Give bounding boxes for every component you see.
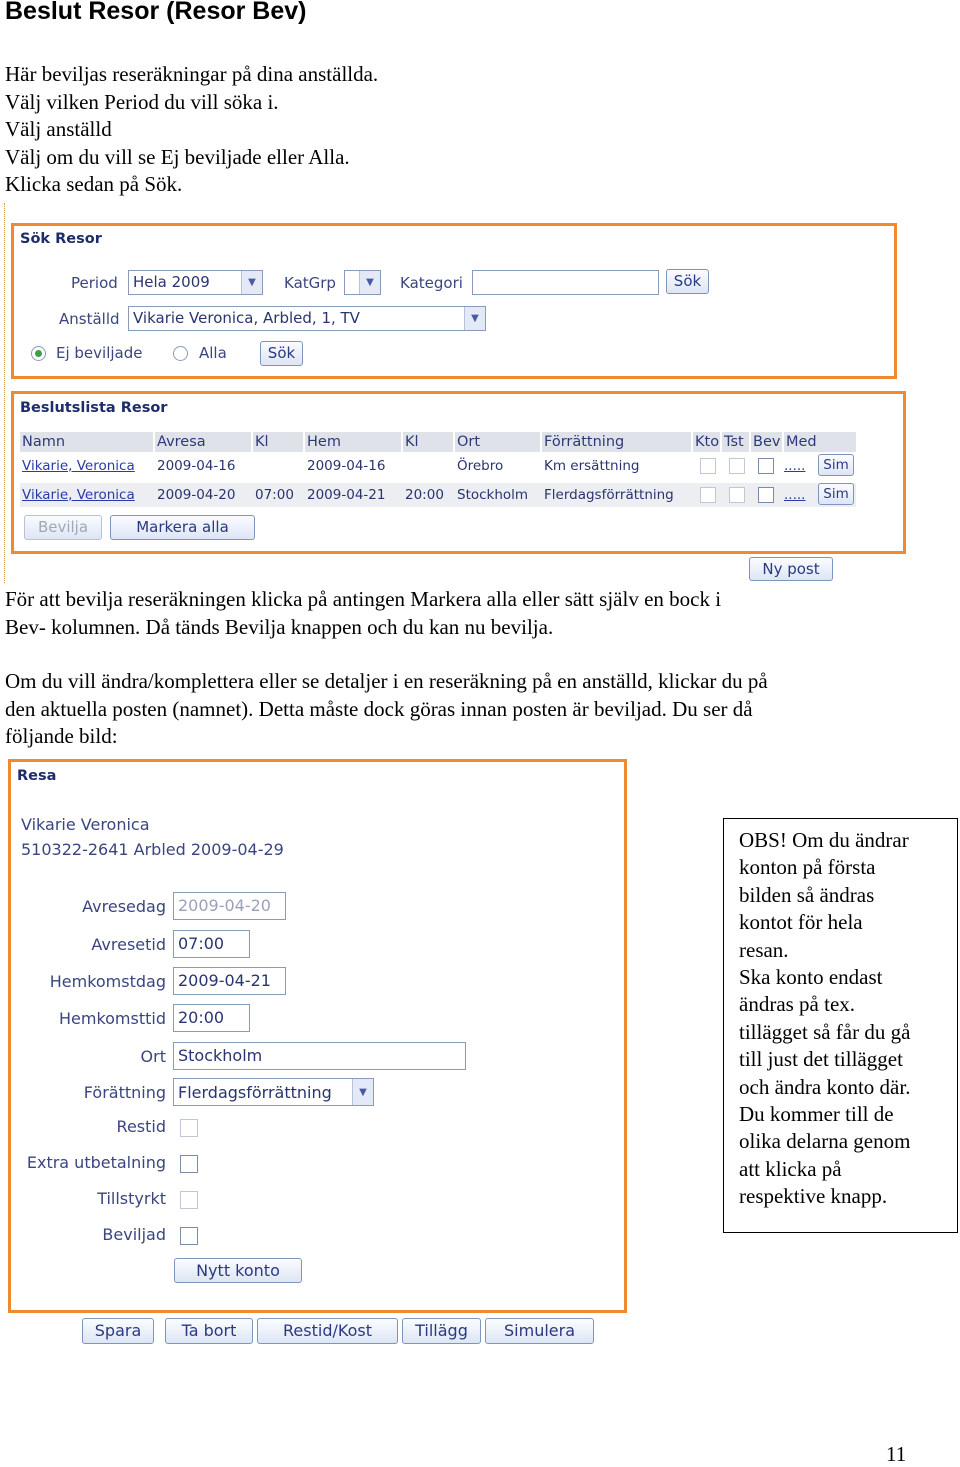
- radio-alla-label: Alla: [199, 344, 227, 362]
- column-header: Hem: [305, 432, 401, 452]
- search-panel: [11, 223, 897, 379]
- bev-checkbox[interactable]: [758, 458, 774, 474]
- forattning-value: Flerdagsförrättning: [178, 1083, 332, 1102]
- column-header: Kl: [403, 432, 453, 452]
- period-label: Period: [71, 274, 118, 292]
- spara-button[interactable]: Spara: [82, 1318, 154, 1344]
- kategori-input[interactable]: [472, 270, 659, 295]
- row-med[interactable]: .....: [784, 458, 806, 474]
- column-header: Bev: [753, 434, 781, 450]
- restid-checkbox: [180, 1119, 198, 1137]
- ort-label: Ort: [140, 1047, 166, 1066]
- chevron-down-icon: ▼: [464, 307, 485, 330]
- sim-button[interactable]: Sim: [818, 483, 854, 505]
- simulera-button[interactable]: Simulera: [485, 1318, 594, 1344]
- hemkomstdag-input[interactable]: 2009-04-21: [173, 967, 286, 995]
- avresetid-label: Avresetid: [91, 935, 166, 954]
- row-kl2: 20:00: [405, 487, 444, 503]
- obs-line: respektive knapp.: [739, 1184, 888, 1209]
- extra-utbetalning-checkbox[interactable]: [180, 1155, 198, 1173]
- row-name-link[interactable]: [20, 483, 153, 507]
- kto-checkbox: [700, 458, 716, 474]
- extra-utbetalning-label: Extra utbetalning: [26, 1153, 166, 1172]
- margin-dotted-line: [4, 203, 5, 583]
- resa-panel: [8, 759, 627, 1313]
- period-value: Hela 2009: [133, 273, 210, 291]
- hemkomsttid-label: Hemkomsttid: [58, 1009, 166, 1028]
- intro-text: [5, 61, 378, 199]
- katgrp-label: KatGrp: [284, 274, 336, 292]
- row-kl1: [253, 454, 303, 478]
- obs-line: konton på första: [739, 855, 876, 880]
- column-header: Kto: [695, 434, 720, 450]
- obs-line: OBS! Om du ändrar: [739, 828, 909, 852]
- page-number: 11: [886, 1442, 907, 1466]
- row-name[interactable]: Vikarie, Veronica: [22, 458, 135, 474]
- obs-line: att klicka på: [739, 1156, 842, 1181]
- avresedag-input[interactable]: 2009-04-20: [173, 892, 286, 920]
- tillstyrkt-label: Tillstyrkt: [97, 1189, 166, 1208]
- paragraph-line: För att bevilja reseräkningen klicka på antingen Markera alla eller sätt själv en bock i: [5, 587, 722, 611]
- decision-table: [20, 432, 856, 512]
- intro-line: Här beviljas reseräkningar på dina anställda.: [5, 62, 379, 86]
- obs-line: kontot för hela: [739, 910, 863, 935]
- katgrp-select[interactable]: [344, 270, 381, 295]
- hemkomsttid-input[interactable]: 20:00: [173, 1004, 250, 1032]
- obs-line: ändras på tex.: [739, 992, 856, 1017]
- row-forrattning: Flerdagsförrättning: [544, 487, 674, 503]
- column-header: Förrättning: [542, 432, 691, 452]
- intro-line: Klicka sedan på Sök.: [5, 172, 183, 196]
- page-heading: Beslut Resor (Resor Bev): [5, 0, 307, 25]
- row-med[interactable]: .....: [784, 487, 806, 503]
- bevilja-instructions: [5, 586, 721, 641]
- paragraph-line: den aktuella posten (namnet). Detta måste dock göras innan posten är beviljad. Du ser då: [5, 696, 753, 721]
- column-header: Ort: [455, 432, 540, 452]
- paragraph-line: följande bild:: [5, 724, 118, 748]
- tst-checkbox: [729, 458, 745, 474]
- obs-line: till just det tillägget: [739, 1047, 903, 1072]
- row-med-link[interactable]: [782, 454, 814, 478]
- paragraph-line: Bev- kolumnen. Då tänds Bevilja knappen och du kan nu bevilja.: [5, 614, 554, 639]
- column-header: Med: [784, 432, 856, 452]
- intro-line: Välj om du vill se Ej beviljade eller Alla.: [5, 144, 350, 169]
- kategori-label: Kategori: [400, 274, 463, 292]
- bev-checkbox[interactable]: [758, 487, 774, 503]
- column-header: Tst: [722, 432, 749, 452]
- column-header: Namn: [20, 432, 153, 452]
- kto-checkbox: [700, 487, 716, 503]
- column-header: Kl: [253, 432, 303, 452]
- row-ort: Örebro: [457, 458, 504, 474]
- anstalld-label: Anställd: [59, 310, 120, 328]
- hemkomstdag-label: Hemkomstdag: [49, 972, 166, 991]
- chevron-down-icon: ▼: [359, 271, 380, 294]
- obs-line: tillägget så får du gå: [739, 1019, 911, 1044]
- obs-line: Ska konto endast: [739, 965, 883, 990]
- anstalld-select[interactable]: [128, 306, 486, 331]
- table-row: [20, 454, 856, 478]
- obs-line: bilden så ändras: [739, 882, 875, 907]
- edit-instructions: [5, 668, 768, 751]
- row-avresa: 2009-04-20: [157, 487, 236, 503]
- intro-line: Välj vilken Period du vill söka i.: [5, 89, 279, 114]
- bevilja-button[interactable]: Bevilja: [24, 515, 102, 540]
- restid-label: Restid: [116, 1117, 166, 1136]
- radio-ej-beviljade[interactable]: [31, 346, 46, 361]
- chevron-down-icon: ▼: [241, 271, 262, 294]
- decision-list-panel: [11, 391, 906, 554]
- markera-alla-button[interactable]: Markera alla: [110, 515, 255, 540]
- beviljad-label: Beviljad: [102, 1225, 166, 1244]
- sim-button[interactable]: Sim: [818, 454, 854, 476]
- row-avresa: 2009-04-16: [157, 458, 236, 474]
- tillagg-button[interactable]: Tillägg: [402, 1318, 481, 1344]
- ny-post-button[interactable]: Ny post: [749, 557, 833, 581]
- radio-alla[interactable]: [173, 346, 188, 361]
- anstalld-value: Vikarie Veronica, Arbled, 1, TV: [133, 309, 360, 327]
- intro-line: Välj anställd: [5, 117, 112, 141]
- resa-panel-title: Resa: [17, 768, 57, 784]
- row-med-link[interactable]: [782, 483, 814, 507]
- tillstyrkt-checkbox: [180, 1191, 198, 1209]
- person-name: Vikarie Veronica: [21, 815, 150, 834]
- row-forrattning: Km ersättning: [544, 458, 640, 474]
- obs-line: olika delarna genom: [739, 1129, 911, 1154]
- row-hem: 2009-04-16: [307, 458, 386, 474]
- period-select[interactable]: [128, 270, 263, 295]
- chevron-down-icon: ▼: [352, 1079, 373, 1105]
- row-hem: 2009-04-21: [307, 487, 386, 503]
- avresetid-input[interactable]: 07:00: [173, 930, 250, 958]
- obs-line: Du kommer till de: [739, 1102, 894, 1127]
- ta-bort-button[interactable]: Ta bort: [165, 1318, 253, 1344]
- tst-checkbox: [729, 487, 745, 503]
- row-ort: Stockholm: [457, 487, 529, 503]
- row-kl1: 07:00: [255, 487, 294, 503]
- column-header: Avresa: [155, 432, 251, 452]
- person-info: 510322-2641 Arbled 2009-04-29: [21, 840, 284, 859]
- restid-kost-button[interactable]: Restid/Kost: [257, 1318, 398, 1344]
- obs-line: och ändra konto där.: [739, 1074, 911, 1099]
- forattning-select[interactable]: [173, 1078, 374, 1106]
- list-panel-title: Beslutslista Resor: [20, 400, 168, 416]
- row-kl2: [403, 454, 453, 478]
- avresedag-label: Avresedag: [82, 897, 166, 916]
- row-name-link[interactable]: [20, 454, 153, 478]
- forattning-label: Förättning: [83, 1083, 166, 1102]
- radio-ej-beviljade-label: Ej beviljade: [56, 344, 143, 362]
- search-button-bottom[interactable]: Sök: [260, 341, 303, 366]
- ort-input[interactable]: Stockholm: [173, 1042, 466, 1070]
- search-button-top[interactable]: Sök: [666, 269, 709, 294]
- search-panel-title: Sök Resor: [20, 231, 102, 247]
- table-row: [20, 483, 856, 507]
- obs-line: resan.: [739, 937, 789, 962]
- row-name[interactable]: Vikarie, Veronica: [22, 487, 135, 503]
- nytt-konto-button[interactable]: Nytt konto: [174, 1258, 302, 1283]
- paragraph-line: Om du vill ändra/komplettera eller se detaljer i en reseräkning på en anställd, klickar du på: [5, 669, 768, 693]
- obs-note-box: [723, 818, 958, 1233]
- beviljad-checkbox[interactable]: [180, 1227, 198, 1245]
